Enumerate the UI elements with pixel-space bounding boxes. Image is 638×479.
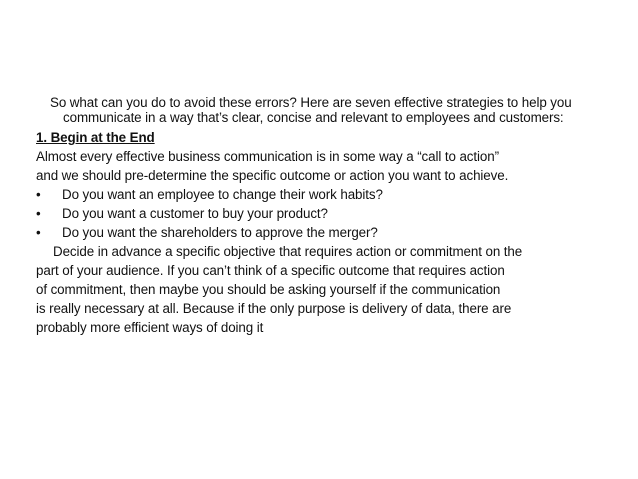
closing-line: probably more efficient ways of doing it (36, 320, 264, 335)
list-item-text: Do you want an employee to change their work habits? (62, 187, 383, 202)
list-item-text: Do you want a customer to buy your product? (62, 206, 328, 221)
bullet-icon: • (36, 206, 41, 221)
closing-first-line: Decide in advance a specific objective that requires action or commitment on the (53, 244, 523, 259)
bullet-icon: • (36, 225, 41, 240)
intro-paragraph: So what can you do to avoid these errors? Here are seven effective strategies to help you communicate in a way that’s clear, concise and relevant to employees and customers: (50, 95, 572, 125)
list-item-text: Do you want the shareholders to approve the merger? (62, 225, 378, 240)
closing-paragraph (36, 242, 626, 337)
closing-line: is really necessary at all. Because if the only purpose is delivery of data, there are (36, 301, 512, 316)
bullet-icon: • (36, 187, 41, 202)
question-list (36, 185, 626, 242)
closing-line: part of your audience. If you can’t think of a specific outcome that requires action (36, 263, 505, 278)
body-line: Almost every effective business communication is in some way a “call to action” (36, 149, 499, 164)
body-line: and we should pre-determine the specific outcome or action you want to achieve. (36, 168, 509, 183)
list-item (36, 223, 626, 242)
list-item (36, 204, 626, 223)
slide-body (36, 95, 626, 337)
closing-line: of commitment, then maybe you should be asking yourself if the communication (36, 282, 501, 297)
section-heading: 1. Begin at the End (36, 130, 155, 145)
list-item (36, 185, 626, 204)
